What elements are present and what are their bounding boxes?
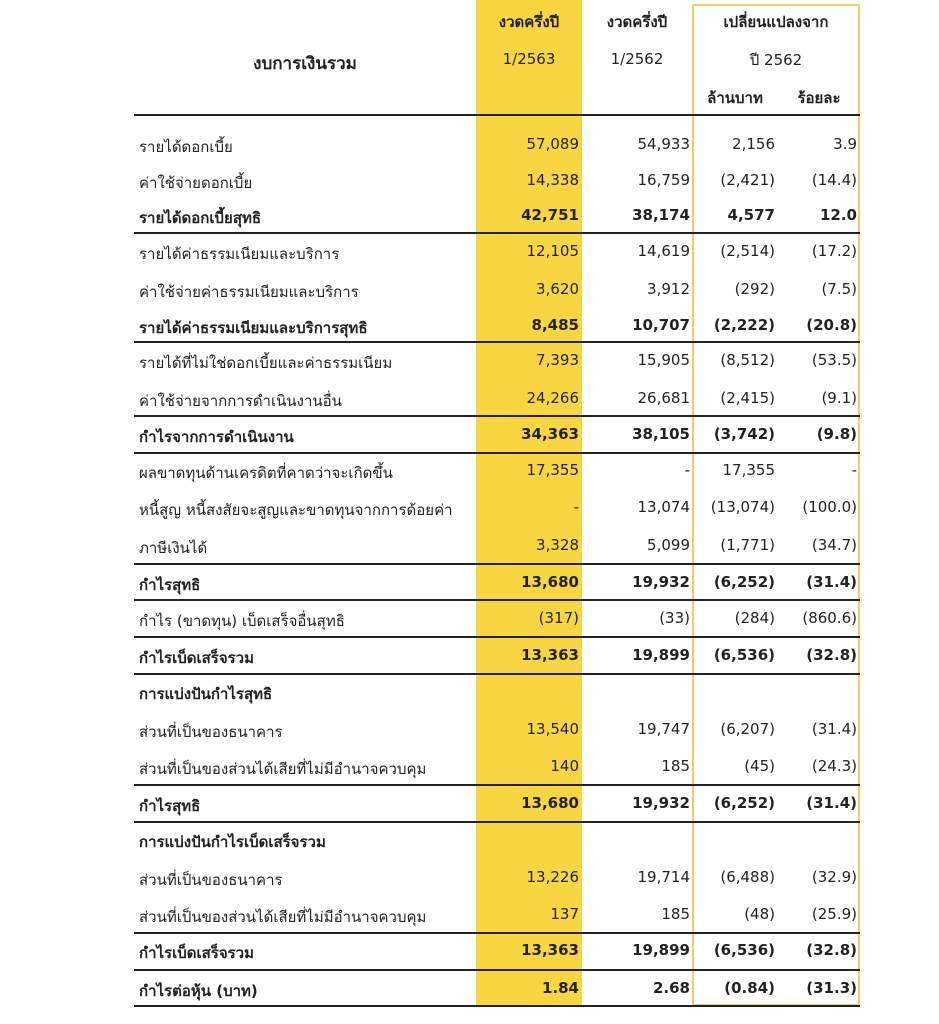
cell-change-amount: (284): [734, 609, 775, 627]
cell-change-amount: (2,514): [720, 242, 775, 260]
cell-change-amount: (6,252): [713, 573, 775, 591]
cell-change-amount: (6,536): [713, 646, 775, 664]
cell-current: 7,393: [536, 351, 579, 369]
cell-prior: 19,932: [632, 794, 690, 812]
cell-current: 137: [550, 905, 579, 923]
cell-change-percent: (24.3): [811, 757, 857, 775]
cell-prior: 19,714: [637, 868, 690, 886]
row-label: หนี้สูญ หนี้สงสัยจะสูญและขาดทุนจากการด้อยค่า: [139, 501, 453, 519]
cell-prior: (33): [659, 609, 690, 627]
row-label: กำไรสุทธิ: [139, 797, 201, 815]
cell-prior: 38,174: [632, 206, 690, 224]
cell-current: 42,751: [521, 206, 579, 224]
cell-prior: 19,932: [632, 573, 690, 591]
cell-change-percent: (53.5): [811, 351, 857, 369]
cell-prior: 19,899: [632, 646, 690, 664]
subtotal-rule: [134, 415, 860, 417]
cell-change-percent: (32.8): [806, 646, 857, 664]
row-label: ค่าใช้จ่ายดอกเบี้ย: [139, 174, 253, 192]
cell-prior: 38,105: [632, 425, 690, 443]
change-header-line1: เปลี่ยนแปลงจาก: [723, 13, 829, 31]
subtotal-rule: [134, 636, 860, 638]
change-subheader-amount: ล้านบาท: [707, 89, 763, 107]
cell-change-amount: (13,074): [710, 498, 775, 516]
cell-current: 24,266: [526, 389, 579, 407]
cell-prior: 16,759: [637, 171, 690, 189]
cell-current: 13,680: [521, 573, 579, 591]
cell-change-amount: (2,421): [720, 171, 775, 189]
cell-change-amount: (1,771): [720, 536, 775, 554]
cell-change-percent: -: [851, 461, 857, 479]
subtotal-rule: [134, 673, 860, 675]
col1-header-line2: 1/2563: [502, 50, 556, 68]
cell-prior: 2.68: [652, 979, 690, 997]
row-label: ภาษีเงินได้: [139, 539, 208, 557]
cell-change-percent: (9.8): [816, 425, 857, 443]
cell-change-amount: (6,536): [713, 941, 775, 959]
cell-current: (317): [538, 609, 579, 627]
row-label: ค่าใช้จ่ายจากการดำเนินงานอื่น: [139, 392, 342, 410]
row-label: กำไรสุทธิ: [139, 576, 201, 594]
subtotal-rule: [134, 932, 860, 934]
cell-change-percent: (14.4): [811, 171, 857, 189]
subtotal-rule: [134, 784, 860, 786]
cell-change-amount: 4,577: [727, 206, 775, 224]
subtotal-rule: [134, 969, 860, 971]
cell-current: 13,363: [521, 646, 579, 664]
cell-change-percent: 3.9: [833, 135, 857, 153]
cell-change-percent: (9.1): [821, 389, 857, 407]
row-label: กำไรต่อหุ้น (บาท): [139, 982, 258, 1000]
cell-current: 13,363: [521, 941, 579, 959]
row-label: รายได้ที่ไม่ใช่ดอกเบี้ยและค่าธรรมเนียม: [139, 354, 393, 372]
row-label: การแบ่งปันกำไรสุทธิ: [139, 685, 273, 703]
cell-current: 8,485: [531, 316, 579, 334]
cell-change-percent: (31.4): [811, 720, 857, 738]
subtotal-rule: [134, 563, 860, 565]
cell-change-amount: (45): [744, 757, 775, 775]
cell-current: 57,089: [526, 135, 579, 153]
cell-change-percent: (100.0): [802, 498, 857, 516]
subtotal-rule: [134, 599, 860, 601]
cell-change-amount: (8,512): [720, 351, 775, 369]
row-label: การแบ่งปันกำไรเบ็ดเสร็จรวม: [139, 833, 326, 851]
header-rule: [134, 114, 860, 116]
cell-current: 17,355: [526, 461, 579, 479]
cell-change-amount: (2,415): [720, 389, 775, 407]
cell-change-amount: (48): [744, 905, 775, 923]
cell-change-amount: (2,222): [713, 316, 775, 334]
cell-current: 13,226: [526, 868, 579, 886]
row-label: ส่วนที่เป็นของส่วนได้เสียที่ไม่มีอำนาจควบคุม: [139, 908, 427, 926]
row-label: กำไร (ขาดทุน) เบ็ดเสร็จอื่นสุทธิ: [139, 612, 345, 630]
cell-prior: 14,619: [637, 242, 690, 260]
cell-current: 140: [550, 757, 579, 775]
cell-change-percent: (25.9): [811, 905, 857, 923]
cell-prior: -: [684, 461, 690, 479]
row-label: รายได้ดอกเบี้ยสุทธิ: [139, 209, 262, 227]
change-header-line2: ปี 2562: [749, 51, 803, 69]
cell-prior: 19,747: [637, 720, 690, 738]
cell-change-percent: (34.7): [811, 536, 857, 554]
cell-current: 14,338: [526, 171, 579, 189]
row-label: ส่วนที่เป็นของธนาคาร: [139, 723, 283, 741]
cell-current: 3,328: [536, 536, 579, 554]
cell-current: 13,680: [521, 794, 579, 812]
cell-prior: 54,933: [637, 135, 690, 153]
cell-prior: 26,681: [637, 389, 690, 407]
cell-current: 12,105: [526, 242, 579, 260]
cell-prior: 15,905: [637, 351, 690, 369]
cell-change-percent: (860.6): [802, 609, 857, 627]
row-label: ส่วนที่เป็นของธนาคาร: [139, 871, 283, 889]
cell-current: 13,540: [526, 720, 579, 738]
cell-current: -: [573, 498, 579, 516]
col1-header-line1: งวดครึ่งปี: [498, 13, 560, 31]
subtotal-rule: [134, 821, 860, 823]
row-label: กำไรเบ็ดเสร็จรวม: [139, 649, 254, 667]
cell-prior: 13,074: [637, 498, 690, 516]
cell-change-percent: (32.8): [806, 941, 857, 959]
cell-change-amount: (6,252): [713, 794, 775, 812]
row-label: ผลขาดทุนด้านเครดิตที่คาดว่าจะเกิดขึ้น: [139, 464, 393, 482]
cell-change-percent: (31.4): [806, 794, 857, 812]
subtotal-rule: [134, 232, 860, 234]
col2-header-line2: 1/2562: [610, 50, 664, 68]
cell-change-amount: 2,156: [732, 135, 775, 153]
cell-change-amount: (6,488): [720, 868, 775, 886]
cell-prior: 3,912: [647, 280, 690, 298]
row-label: กำไรเบ็ดเสร็จรวม: [139, 944, 254, 962]
cell-prior: 5,099: [647, 536, 690, 554]
row-label: ส่วนที่เป็นของส่วนได้เสียที่ไม่มีอำนาจควบคุม: [139, 760, 427, 778]
cell-change-amount: (3,742): [713, 425, 775, 443]
statement-title: งบการเงินรวม: [253, 54, 357, 74]
cell-current: 1.84: [541, 979, 579, 997]
cell-change-amount: (6,207): [720, 720, 775, 738]
cell-change-percent: (20.8): [806, 316, 857, 334]
cell-change-amount: (0.84): [724, 979, 775, 997]
subtotal-rule: [134, 452, 860, 454]
cell-current: 3,620: [536, 280, 579, 298]
row-label: รายได้ดอกเบี้ย: [139, 138, 233, 156]
cell-change-percent: (7.5): [821, 280, 857, 298]
cell-change-percent: (32.9): [811, 868, 857, 886]
subtotal-rule: [134, 341, 860, 343]
cell-prior: 185: [661, 757, 690, 775]
row-label: ค่าใช้จ่ายค่าธรรมเนียมและบริการ: [139, 283, 359, 301]
bottom-rule: [134, 1005, 860, 1007]
cell-change-percent: 12.0: [819, 206, 857, 224]
cell-change-amount: 17,355: [722, 461, 775, 479]
row-label: รายได้ค่าธรรมเนียมและบริการสุทธิ: [139, 319, 368, 337]
col2-header-line1: งวดครึ่งปี: [606, 13, 668, 31]
cell-prior: 10,707: [632, 316, 690, 334]
row-label: กำไรจากการดำเนินงาน: [139, 428, 294, 446]
row-label: รายได้ค่าธรรมเนียมและบริการ: [139, 245, 340, 263]
cell-prior: 19,899: [632, 941, 690, 959]
change-subheader-percent: ร้อยละ: [797, 89, 841, 107]
cell-prior: 185: [661, 905, 690, 923]
cell-change-percent: (31.4): [806, 573, 857, 591]
cell-change-percent: (17.2): [811, 242, 857, 260]
cell-current: 34,363: [521, 425, 579, 443]
cell-change-amount: (292): [734, 280, 775, 298]
cell-change-percent: (31.3): [806, 979, 857, 997]
